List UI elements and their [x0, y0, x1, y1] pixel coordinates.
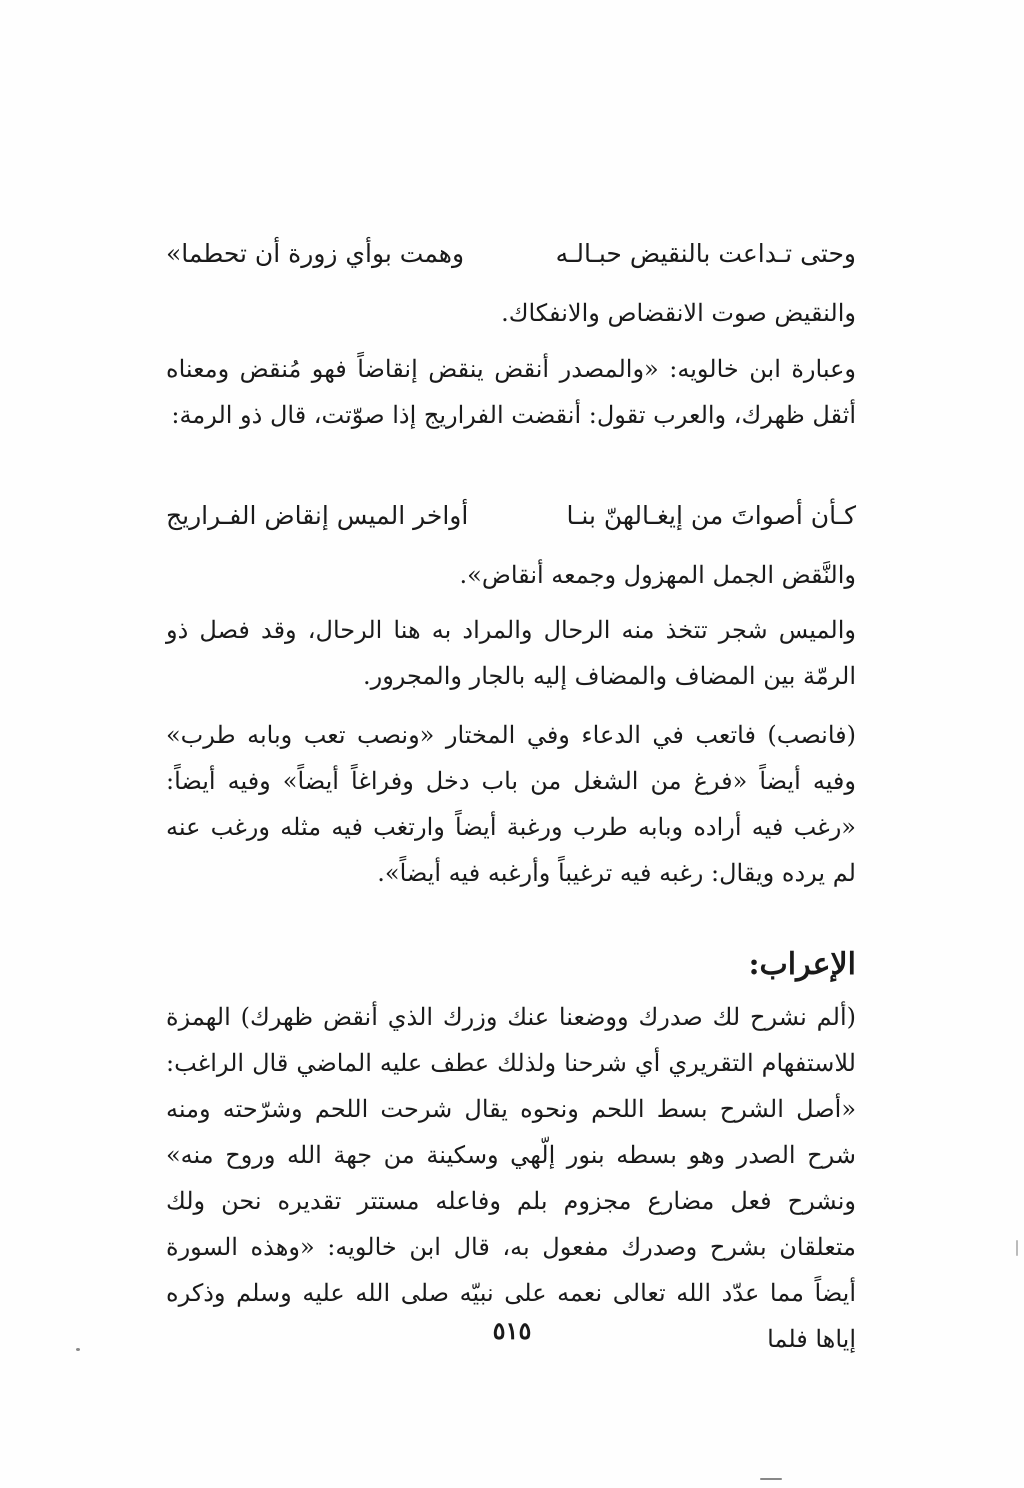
irab-paragraph: (ألم نشرح لك صدرك ووضعنا عنك وزرك الذي أنقض ظهرك) الهمزة للاستفهام التقريري أي شرحنا ولذلك عطف عليه الماضي قال الراغب: «أصل الشرح بسط اللحم ونحوه يقال شرحت اللحم وشرّحته ومنه شرح الصدر وهو بسطه بنور إلّهي وسكينة من جهة الله وروح منه» ونشرح فعل مضارع مجزوم بلم وفاعله مستتر تقديره نحن ولك متعلقان بشرح وصدرك مفعول به، قال ابن خالويه: «وهذه السورة أيضاً مما عدّد الله تعالى نعمه على نبيّه صلى الله عليه وسلم وذكره إياها فلما	[166, 1003, 856, 1353]
poem-verse-1	[166, 230, 856, 278]
poem-verse-1-second-hemistich: وهمت بوأي زورة أن تحطما»	[166, 239, 465, 268]
irab-heading: الإعراب:	[748, 947, 856, 982]
fansab-paragraph: (فانصب) فاتعب في الدعاء وفي المختار «ونصب تعب وبابه طرب» وفيه أيضاً «فرغ من الشغل من باب دخل وفراغاً أيضاً» وفيه أيضاً: «رغب فيه أراده وبابه طرب ورغبة أيضاً وارتغب فيه مثله ورغب عنه لم يرده ويقال: رغبه فيه ترغيباً وأرغبه فيه أيضاً».	[166, 721, 856, 887]
poem-verse-2-first-hemistich: كـأن أصواتَ من إيغـالهنّ بنـا	[566, 501, 856, 530]
naqid-definition-line: والنقيض صوت الانقضاص والانفكاك.	[501, 299, 856, 327]
ibn-khalawayh-paragraph: وعبارة ابن خالويه: «والمصدر أنقض ينقض إنقاضاً فهو مُنقض ومعناه أثقل ظهرك، والعرب تقول: أنقضت الفراريج إذا صوّتت، قال ذو الرمة:	[166, 355, 856, 429]
poem-verse-2-second-hemistich: أواخر الميس إنقاض الفـراريج	[166, 501, 469, 530]
poem-verse-1-first-hemistich: وحتى تـداعت بالنقيض حبـالـه	[555, 239, 856, 268]
naqd-definition-line: والنَّقض الجمل المهزول وجمعه أنقاض».	[459, 561, 856, 589]
scan-speck	[1016, 1240, 1018, 1256]
page-number: ٥١٥	[492, 1316, 532, 1345]
scan-speck	[76, 1348, 80, 1351]
poem-verse-2	[166, 492, 856, 540]
scan-speck	[760, 1478, 782, 1480]
mays-paragraph: والميس شجر تتخذ منه الرحال والمراد به هنا الرحال، وقد فصل ذو الرمّة بين المضاف والمضاف إليه بالجار والمجرور.	[166, 616, 856, 690]
